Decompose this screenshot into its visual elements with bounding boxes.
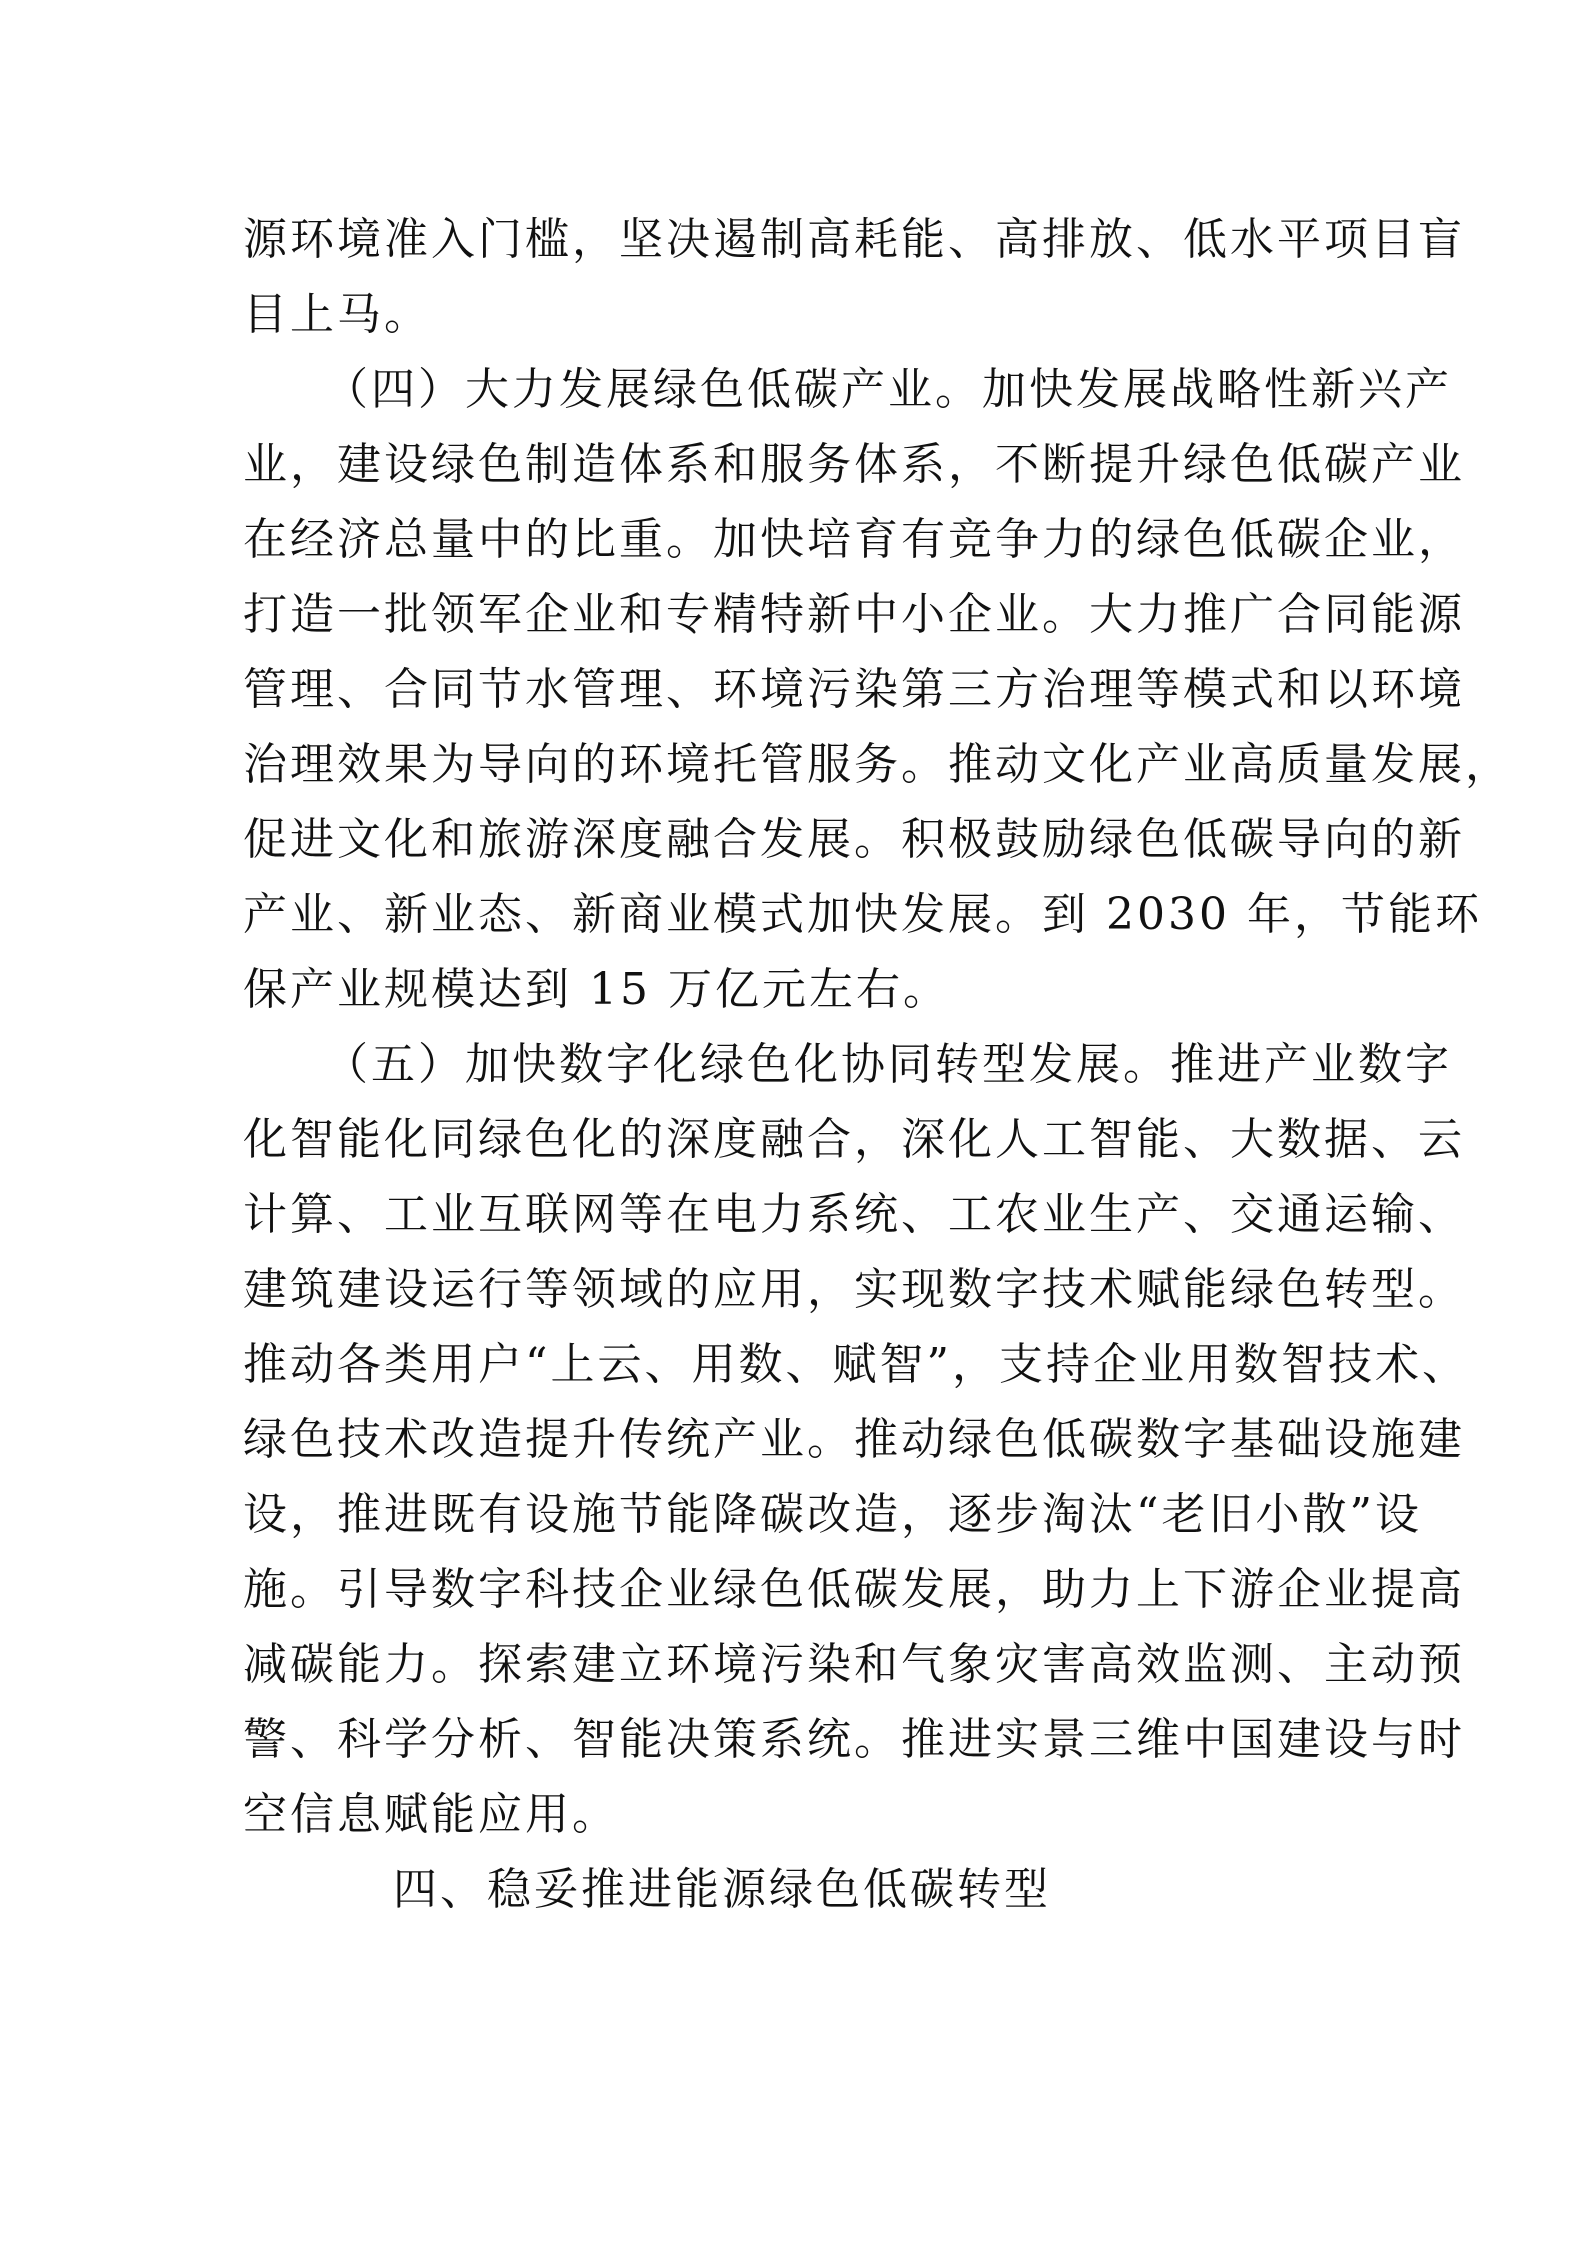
text-line: 绿色技术改造提升传统产业。推动绿色低碳数字基础设施建: [243, 1414, 1465, 1465]
text-line: 治理效果为导向的环境托管服务。推动文化产业高质量发展，: [243, 739, 1512, 790]
text-line: 在经济总量中的比重。加快培育有竞争力的绿色低碳企业，: [243, 514, 1465, 565]
text-line: 保产业规模达到 15 万亿元左右。: [243, 964, 950, 1015]
chapter-heading: 四、稳妥推进能源绿色低碳转型: [299, 1864, 1051, 1915]
text-line: 警、科学分析、智能决策系统。推进实景三维中国建设与时: [243, 1714, 1465, 1765]
text-line: 施。引导数字科技企业绿色低碳发展，助力上下游企业提高: [243, 1564, 1465, 1615]
text-line: 减碳能力。探索建立环境污染和气象灾害高效监测、主动预: [243, 1639, 1465, 1690]
text-line: 打造一批领军企业和专精特新中小企业。大力推广合同能源: [243, 589, 1465, 640]
section-heading-4: （四）大力发展绿色低碳产业。加快发展战略性新兴产: [299, 364, 1452, 415]
text-line: 源环境准入门槛，坚决遏制高耗能、高排放、低水平项目盲: [243, 214, 1465, 265]
text-line: 建筑建设运行等领域的应用，实现数字技术赋能绿色转型。: [243, 1264, 1465, 1315]
section-heading-5: （五）加快数字化绿色化协同转型发展。推进产业数字: [299, 1039, 1452, 1090]
text-line: 化智能化同绿色化的深度融合，深化人工智能、大数据、云: [243, 1114, 1465, 1165]
text-line: 促进文化和旅游深度融合发展。积极鼓励绿色低碳导向的新: [243, 814, 1465, 865]
text-line: 设，推进既有设施节能降碳改造，逐步淘汰“老旧小散”设: [243, 1489, 1422, 1540]
text-line: 业，建设绿色制造体系和服务体系，不断提升绿色低碳产业: [243, 439, 1465, 490]
text-line: 产业、新业态、新商业模式加快发展。到 2030 年，节能环: [243, 889, 1482, 940]
text-line: 推动各类用户“上云、用数、赋智”，支持企业用数智技术、: [243, 1339, 1469, 1390]
text-line: 管理、合同节水管理、环境污染第三方治理等模式和以环境: [243, 664, 1465, 715]
text-line: 目上马。: [243, 289, 431, 340]
text-line: 计算、工业互联网等在电力系统、工农业生产、交通运输、: [243, 1189, 1465, 1240]
text-line: 空信息赋能应用。: [243, 1789, 619, 1840]
